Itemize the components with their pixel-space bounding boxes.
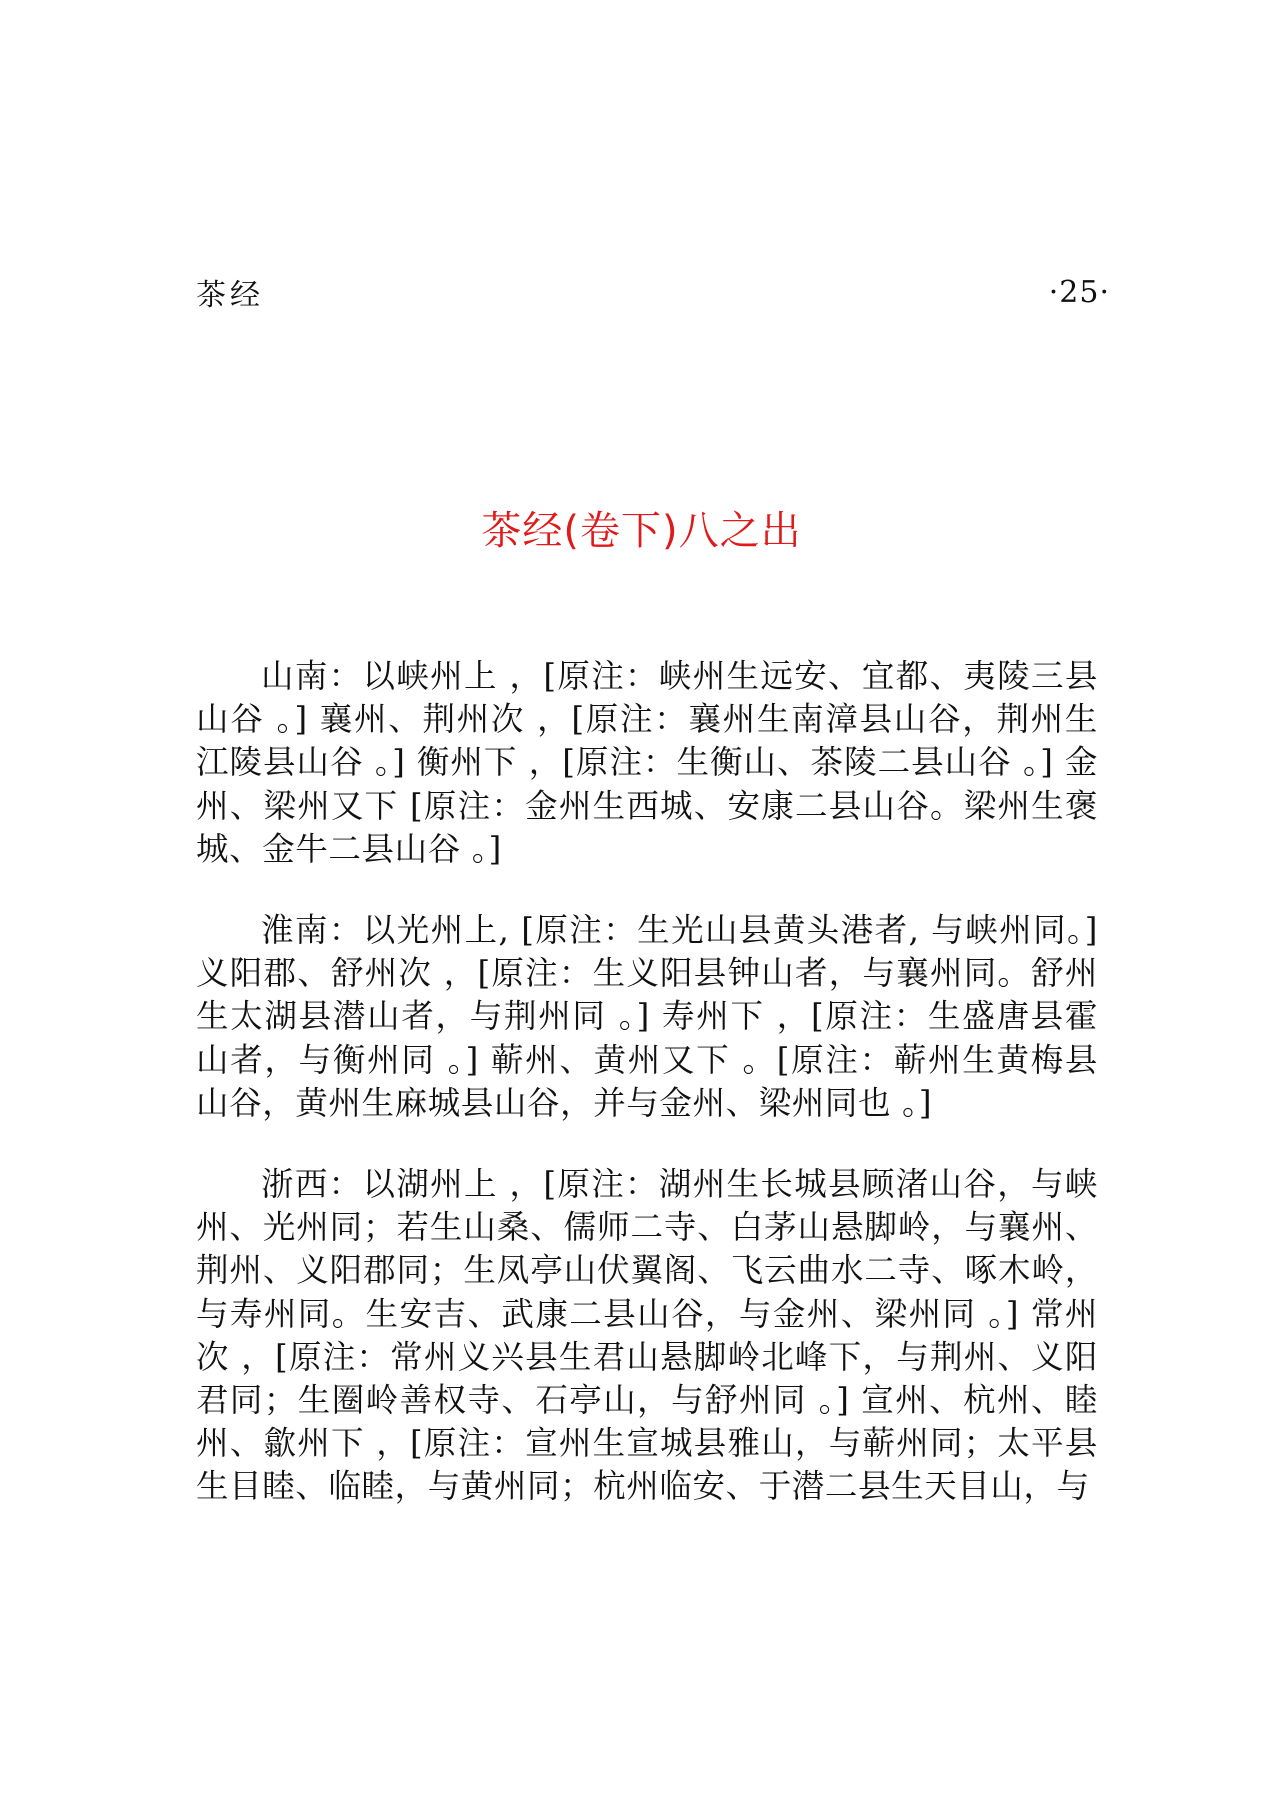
running-header [196,272,1110,312]
paragraph-shannan: 山南：以峡州上 ，[原注：峡州生远安、宜都、夷陵三县山谷 。] 襄州、荆州次 ，[原注：襄州生南漳县山谷，荆州生江陵县山谷 。] 衡州下 ，[原注：生衡山、茶陵二县山谷 。] 金州、梁州又下 [原注：金州生西城、安康二县山谷。梁州生褒城、金牛二县山谷 。] [196,657,1098,868]
paragraph-zhexi: 浙西：以湖州上 ，[原注：湖州生长城县顾渚山谷，与峡州、光州同；若生山桑、儒师二寺、白茅山悬脚岭，与襄州、荆州、义阳郡同；生凤亭山伏翼阁、飞云曲水二寺、啄木岭，与寿州同。生安吉、武康二县山谷，与金州、梁州同 。] 常州次 ，[原注：常州义兴县生君山悬脚岭北峰下，与荆州、义阳君同；生圈岭善权寺、石亭山，与舒州同 。] 宣州、杭州、睦州、歙州下 ，[原注：宣州生宣城县雅山，与蕲州同；太平县生目睦、临睦，与黄州同；杭州临安、于潜二县生天目山，与 [196,1165,1098,1506]
body-text [196,655,1098,1547]
page-number: ·25· [1048,274,1110,310]
paragraph-huainan: 淮南：以光州上, [原注：生光山县黄头港者, 与峡州同。] 义阳郡、舒州次 ，[原注：生义阳县钟山者，与襄州同。舒州生太湖县潜山者，与荆州同 。] 寿州下 ，[原注：生盛唐县霍山者，与衡州同 。] 蕲州、黄州又下 。[原注：蕲州生黄梅县山谷，黄州生麻城县山谷，并与金州、梁州同也 。] [196,911,1098,1122]
book-title: 茶经 [196,278,264,313]
chapter-title: 茶经(卷下)八之出 [481,508,802,554]
